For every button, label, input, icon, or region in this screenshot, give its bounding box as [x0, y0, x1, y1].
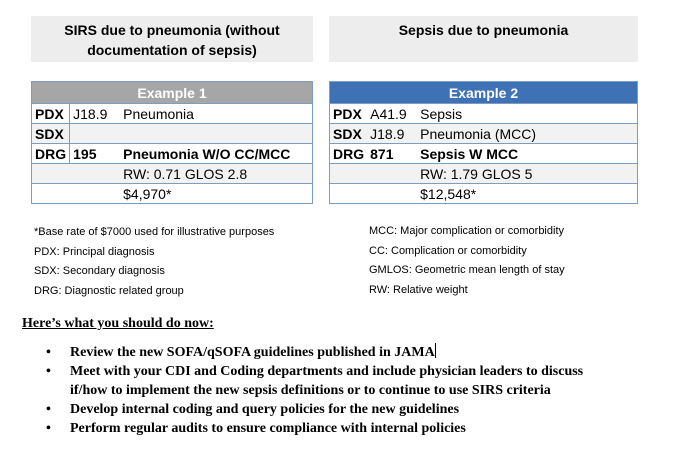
list-item — [46, 343, 616, 362]
note-sdx: SDX: Secondary diagnosis — [34, 265, 165, 277]
list-item — [46, 362, 616, 400]
notes-right — [369, 222, 565, 300]
example-2-table — [329, 81, 638, 204]
drg-desc: Sepsis W MCC — [417, 144, 637, 164]
action-text: Review the new SOFA/qSOFA guidelines published in JAMA — [70, 345, 435, 360]
note-pdx: PDX: Principal diagnosis — [34, 245, 155, 258]
example-2-title: Example 2 — [330, 82, 638, 104]
pdx-label: PDX — [32, 104, 70, 124]
action-list — [46, 343, 616, 438]
bullet-icon: • — [46, 345, 51, 360]
reimbursement-amount: $12,548* — [417, 184, 637, 204]
drg-code: 871 — [367, 144, 417, 164]
action-text: Perform regular audits to ensure compliance with internal policies — [70, 421, 466, 436]
action-heading: Here’s what you should do now: — [22, 316, 214, 331]
example-1-title: Example 1 — [32, 82, 313, 104]
sdx-label: SDX — [330, 124, 368, 144]
note-gmlos: GMLOS: Geometric mean length of stay — [369, 264, 565, 276]
reimbursement-amount: $4,970* — [120, 184, 312, 204]
pdx-label: PDX — [330, 104, 368, 124]
list-item — [46, 419, 616, 438]
notes-left — [34, 223, 274, 301]
note-cc: CC: Complication or comorbidity — [369, 244, 527, 257]
header-sirs: SIRS due to pneumonia (without documentation of sepsis) — [31, 16, 313, 62]
list-item — [46, 400, 616, 419]
pdx-code: J18.9 — [70, 104, 121, 124]
sdx-code: J18.9 — [367, 124, 417, 144]
sdx-value — [70, 124, 313, 144]
note-mcc: MCC: Major complication or comorbidity — [369, 225, 564, 237]
example-1-table — [31, 81, 313, 204]
header-sepsis: Sepsis due to pneumonia — [329, 16, 638, 62]
rw-glos: RW: 0.71 GLOS 2.8 — [120, 164, 312, 184]
action-text: Develop internal coding and query policies for the new guidelines — [70, 402, 460, 417]
drg-label: DRG — [32, 144, 70, 164]
pdx-code: A41.9 — [367, 104, 417, 124]
sdx-desc: Pneumonia (MCC) — [417, 124, 637, 144]
drg-label: DRG — [330, 144, 368, 164]
action-text: Meet with your CDI and Coding departments and include physician leaders to discuss if/how to implement the new sepsis definitions or to continue to use SIRS criteria — [70, 364, 584, 398]
bullet-icon: • — [46, 421, 51, 436]
text-cursor — [435, 343, 436, 358]
note-base-rate: *Base rate of $7000 used for illustrative purposes — [34, 226, 275, 238]
sdx-label: SDX — [32, 124, 70, 144]
bullet-icon: • — [46, 402, 51, 417]
note-rw: RW: Relative weight — [369, 283, 468, 296]
note-drg: DRG: Diagnostic related group — [34, 284, 184, 297]
bullet-icon: • — [46, 364, 51, 379]
pdx-desc: Sepsis — [417, 104, 637, 124]
drg-code: 195 — [70, 144, 121, 164]
pdx-desc: Pneumonia — [120, 104, 312, 124]
drg-desc: Pneumonia W/O CC/MCC — [120, 144, 312, 164]
rw-glos: RW: 1.79 GLOS 5 — [417, 164, 637, 184]
